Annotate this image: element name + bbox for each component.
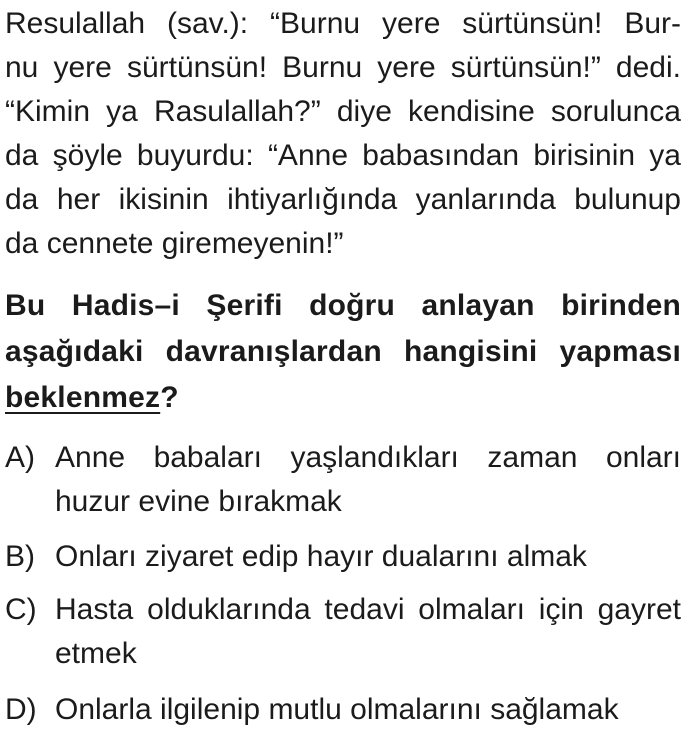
option-c-line-1: Hasta olduklarında tedavi olmaları için gayret [55, 593, 681, 626]
question-line-2: aşağıdaki davranışlardan hangisini yapması [5, 335, 681, 368]
question-mark: ? [160, 381, 179, 414]
passage-line-6: da cennete giremeyenin!” [5, 227, 344, 260]
option-c-letter: C) [5, 593, 37, 626]
passage-line-2: nu yere sürtünsün! Burnu yere sürtünsün!” dedi. [5, 51, 681, 84]
option-c-text [55, 588, 681, 676]
option-a-line-1: Anne babaları yaşlandıkları zaman onları [55, 441, 681, 474]
option-a-letter: A) [5, 441, 35, 474]
option-b-text [55, 535, 681, 579]
passage-line-4: da şöyle buyurdu: “Anne babasından birisinin ya [5, 139, 681, 172]
option-b-letter: B) [5, 540, 35, 573]
passage-line-5: da her ikisinin ihtiyarlığında yanlarında bulunup [5, 183, 681, 216]
passage-line-3: “Kimin ya Rasulallah?” diye kendisine sorulunca [5, 95, 681, 128]
passage-line-1: Resulallah (sav.): “Burnu yere sürtünsün! Bur- [5, 7, 681, 40]
option-d-line-1: Onlarla ilgilenip mutlu olmalarını sağlamak [55, 693, 619, 726]
question-line-1: Bu Hadis–i Şerifi doğru anlayan birinden [5, 289, 681, 322]
option-d-letter: D) [5, 693, 37, 726]
option-c-line-2: etmek [55, 637, 137, 670]
option-a-text [55, 436, 681, 524]
option-a-line-2: huzur evine bırakmak [55, 485, 342, 518]
option-d-text [55, 688, 681, 732]
question-line-3 [5, 376, 179, 420]
option-b-line-1: Onları ziyaret edip hayır dualarını almak [55, 540, 587, 573]
question-keyword-underlined: beklenmez [5, 381, 161, 414]
